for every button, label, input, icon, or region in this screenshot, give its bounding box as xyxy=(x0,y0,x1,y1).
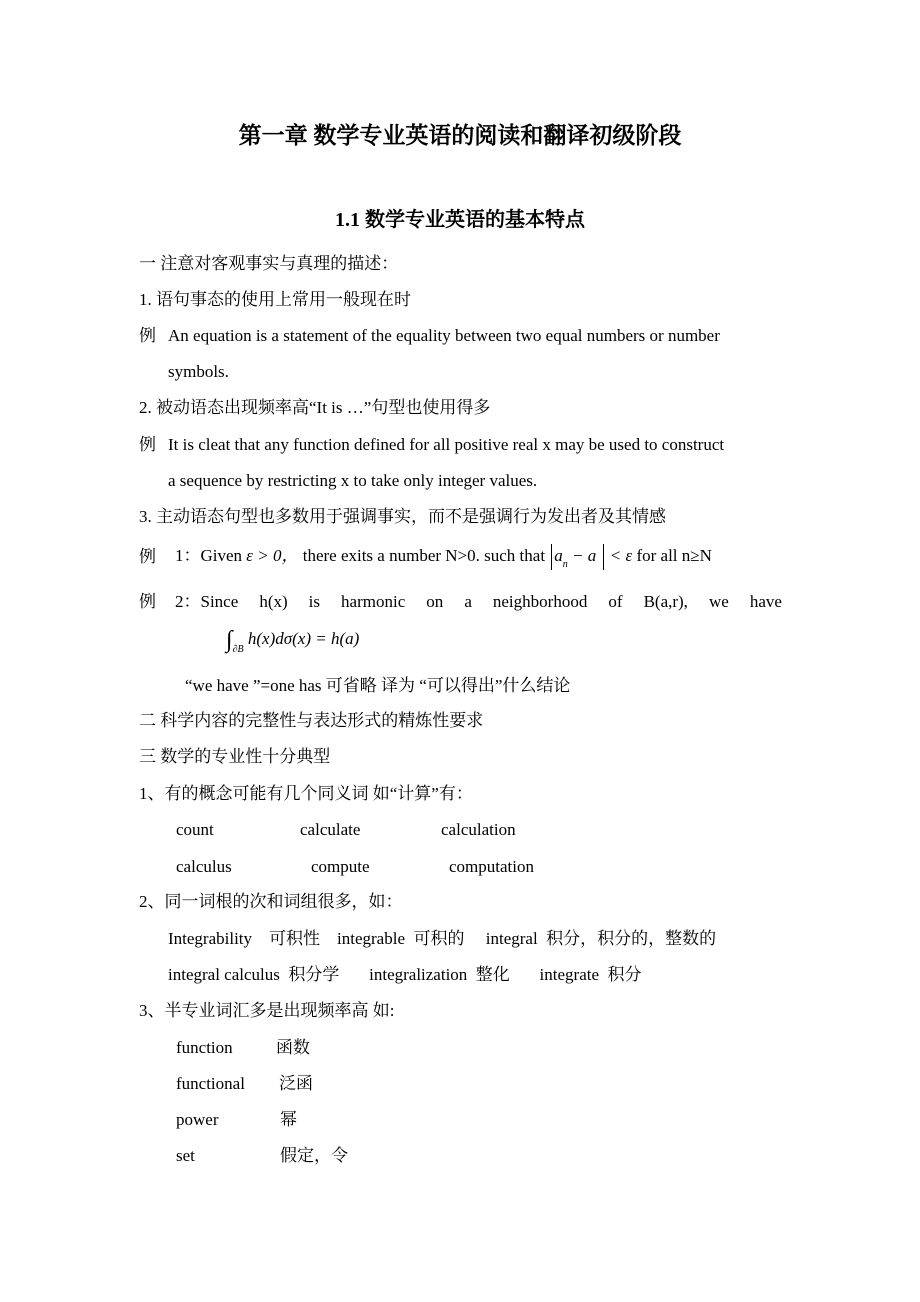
abs-bar-right xyxy=(603,544,604,570)
word: h(x) xyxy=(259,592,288,611)
vocab-en: functional xyxy=(176,1074,245,1093)
paragraph-semi-technical: 3、半专业词汇多是出现频率高 如: xyxy=(139,1001,395,1020)
paragraph-synonyms: 1、有的概念可能有几个同义词 如“计算”有： xyxy=(139,784,473,803)
synonym-word: calculation xyxy=(441,820,516,839)
vocab-zh: 函数 xyxy=(276,1038,310,1057)
n-subscript: n xyxy=(562,559,568,570)
vocab-zh: 幂 xyxy=(280,1110,297,1129)
word: of xyxy=(608,592,623,611)
synonym-word: count xyxy=(176,820,214,839)
word-roots-line: integral calculus 积分学 integralization 整化 integrate 积分 xyxy=(168,965,642,984)
example-number: 1：Given xyxy=(175,546,243,565)
word: on xyxy=(426,592,444,611)
word: B(a,r), xyxy=(643,592,688,611)
word: harmonic xyxy=(341,592,406,611)
chapter-title: 第一章 数学专业英语的阅读和翻译初级阶段 xyxy=(238,123,682,148)
example-text: It is cleat that any function defined for all positive real x may be used to construct xyxy=(168,435,725,454)
less-than-epsilon: < ε xyxy=(609,546,633,565)
translation-note: “we have ”=one has 可省略 译为 “可以得出”什么结论 xyxy=(185,676,571,695)
paragraph-word-roots: 2、同一词根的次和词组很多，如： xyxy=(139,892,403,911)
formula-body: h(x)dσ(x) = h(a) xyxy=(247,629,360,648)
vocab-en: function xyxy=(176,1038,233,1057)
word: a xyxy=(464,592,472,611)
vocab-zh: 假定，令 xyxy=(280,1146,348,1165)
word: neighborhood xyxy=(492,592,588,611)
integral-sign: ∫ xyxy=(226,627,233,654)
abs-bar-left xyxy=(551,544,552,570)
paragraph-active-voice: 3. 主动语态句型也多数用于强调事实，而不是强调行为发出者及其情感 xyxy=(139,507,666,526)
example-text: a sequence by restricting x to take only integer values. xyxy=(168,471,538,490)
vocab-zh: 泛函 xyxy=(279,1074,313,1093)
example-text: symbols. xyxy=(168,362,229,381)
vocab-en: set xyxy=(176,1146,195,1165)
example-label: 例 xyxy=(139,592,156,611)
example-text: for all n≥N xyxy=(636,546,712,565)
example-label: 例 xyxy=(139,547,156,566)
integral-formula xyxy=(226,624,359,654)
example-harmonic-line xyxy=(175,593,782,610)
word: is xyxy=(308,592,321,611)
paragraph-completeness: 二 科学内容的完整性与表达形式的精炼性要求 xyxy=(139,711,484,730)
word: have xyxy=(749,592,782,611)
paragraph-specialization: 三 数学的专业性十分典型 xyxy=(139,747,331,766)
example-text: An equation is a statement of the equality between two equal numbers or number xyxy=(168,326,720,345)
example-label: 例 xyxy=(139,435,156,454)
section-title: 1.1 数学专业英语的基本特点 xyxy=(335,209,585,231)
synonym-word: calculus xyxy=(176,857,232,876)
example-label: 例 xyxy=(139,326,156,345)
vocab-en: power xyxy=(176,1110,219,1129)
synonym-word: calculate xyxy=(300,820,361,839)
epsilon-condition: ε > 0， xyxy=(246,546,299,565)
minus-a: − a xyxy=(572,546,597,565)
paragraph-passive-voice: 2. 被动语态出现频率高“It is …”句型也使用得多 xyxy=(139,398,491,417)
paragraph-present-tense: 1. 语句事态的使用上常用一般现在时 xyxy=(139,290,411,309)
word-roots-line: Integrability 可积性 integrable 可积的 integral 积分，积分的，整数的 xyxy=(168,929,717,948)
a-n-symbol: a xyxy=(554,546,563,565)
word: 2：Since xyxy=(175,592,239,611)
synonym-word: computation xyxy=(449,857,534,876)
synonym-word: compute xyxy=(311,857,370,876)
paragraph-objective-facts: 一 注意对客观事实与真理的描述： xyxy=(139,254,399,273)
example-epsilon-line xyxy=(175,543,712,569)
integral-subscript: ∂B xyxy=(232,644,244,655)
example-text: there exits a number N>0. such that xyxy=(302,546,546,565)
word: we xyxy=(708,592,729,611)
